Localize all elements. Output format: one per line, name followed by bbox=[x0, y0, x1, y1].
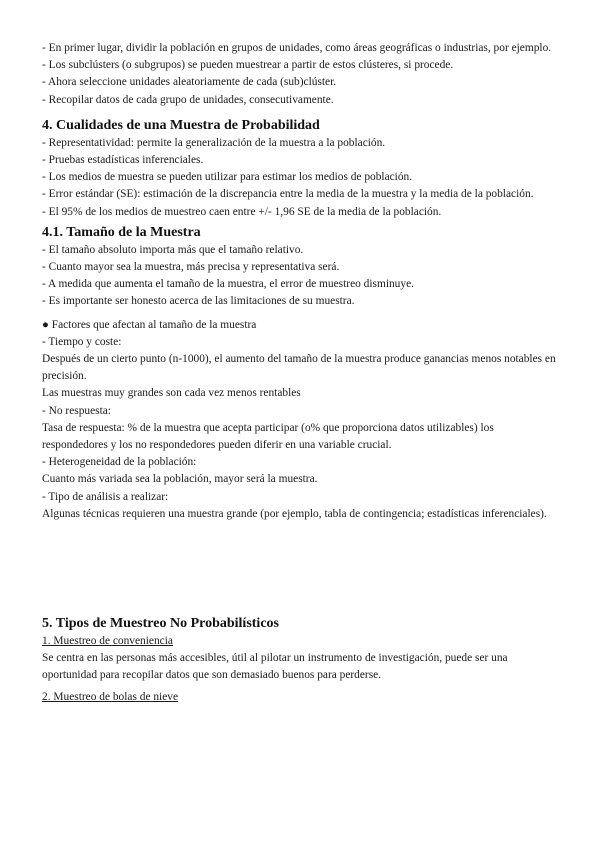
section-4-item: - Pruebas estadísticas inferenciales. bbox=[42, 154, 204, 167]
section-4-item: - Los medios de muestra se pueden utilizar para estimar los medios de población. bbox=[42, 171, 413, 184]
factors-line: Después de un cierto punto (n-1000), el aumento del tamaño de la muestra produce ganancias menos notables en precisión. bbox=[42, 353, 556, 383]
section-4-1-item: - El tamaño absoluto importa más que el tamaño relativo. bbox=[42, 243, 304, 256]
section-4-1-heading: 4.1. Tamaño de la Muestra bbox=[42, 224, 201, 240]
factors-line: - Tipo de análisis a realizar: bbox=[42, 490, 169, 503]
intro-line: - Recopilar datos de cada grupo de unidades, consecutivamente. bbox=[42, 93, 334, 106]
section-4-1-item: - A medida que aumenta el tamaño de la muestra, el error de muestreo disminuye. bbox=[42, 278, 414, 291]
document-page bbox=[42, 40, 562, 706]
factors-line: - No respuesta: bbox=[42, 404, 111, 417]
intro-line: - Ahora seleccione unidades aleatoriamente de cada (sub)clúster. bbox=[42, 76, 337, 89]
subsection-snowball-title: 2. Muestreo de bolas de nieve bbox=[42, 690, 179, 703]
factors-line: - Tiempo y coste: bbox=[42, 335, 122, 348]
factors-line: Algunas técnicas requieren una muestra grande (por ejemplo, tabla de contingencia; estadísticas inferenciales). bbox=[42, 507, 547, 520]
intro-line: - En primer lugar, dividir la población en grupos de unidades, como áreas geográficas o industrias, por ejemplo. bbox=[42, 42, 552, 54]
factors-line: - Heterogeneidad de la población: bbox=[42, 456, 197, 469]
subsection-convenience-text: Se centra en las personas más accesibles, útil al pilotar un instrumento de investigación, puede ser una oportunidad para recopilar datos que son demasiado buenos para perderse. bbox=[42, 652, 508, 682]
section-4-item: - Representatividad: permite la generalización de la muestra a la población. bbox=[42, 136, 386, 149]
section-5-heading: 5. Tipos de Muestreo No Probabilísticos bbox=[42, 616, 279, 632]
subsection-convenience-title: 1. Muestreo de conveniencia bbox=[42, 635, 173, 648]
factors-line: Cuanto más variada sea la población, mayor será la muestra. bbox=[42, 473, 318, 486]
factors-heading: ● Factores que afectan al tamaño de la muestra bbox=[42, 318, 257, 331]
intro-line: - Los subclústers (o subgrupos) se pueden muestrear a partir de estos clústeres, si procede. bbox=[42, 59, 454, 72]
section-4-item: - Error estándar (SE): estimación de la discrepancia entre la media de la muestra y la media de la población. bbox=[42, 188, 534, 201]
section-4-item: - El 95% de los medios de muestreo caen entre +/- 1,96 SE de la media de la población. bbox=[42, 205, 442, 218]
section-4-1-item: - Cuanto mayor sea la muestra, más precisa y representativa será. bbox=[42, 261, 340, 274]
section-4-1-item: - Es importante ser honesto acerca de las limitaciones de su muestra. bbox=[42, 295, 355, 308]
factors-line: Tasa de respuesta: % de la muestra que acepta participar (o% que proporciona datos utilizables) los respondedores y los no respondedores pueden diferir en una variable crucial. bbox=[42, 421, 494, 452]
section-4-heading: 4. Cualidades de una Muestra de Probabilidad bbox=[42, 117, 320, 133]
factors-line: Las muestras muy grandes son cada vez menos rentables bbox=[42, 387, 301, 400]
